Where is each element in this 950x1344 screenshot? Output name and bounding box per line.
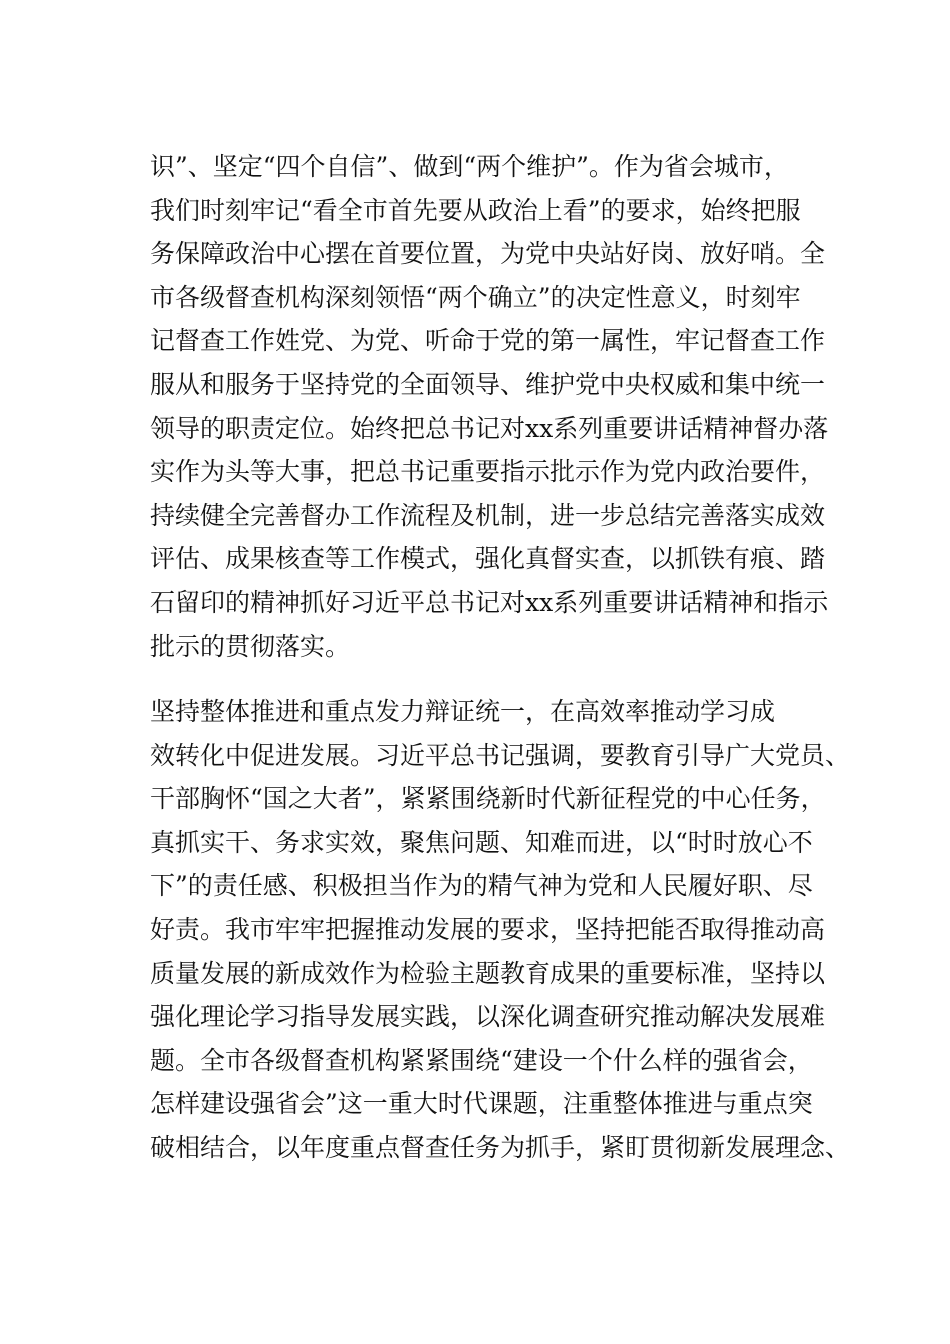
text-line: 下”的责任感、积极担当作为的精气神为党和人民履好职、尽 bbox=[150, 871, 813, 901]
text-line: 坚持整体推进和重点发力辩证统一，在高效率推动学习成 bbox=[150, 697, 776, 726]
text-line: 干部胸怀“国之大者”，紧紧围绕新时代新征程党的中心任务， bbox=[150, 784, 826, 814]
text-line: 题。全市各级督查机构紧紧围绕“建设一个什么样的强省会， bbox=[150, 1045, 813, 1075]
text-line: 石留印的精神抓好习近平总书记对xx系列重要讲话精神和指示 bbox=[150, 587, 829, 617]
text-line: 我们时刻牢记“看全市首先要从政治上看”的要求，始终把服 bbox=[150, 195, 801, 225]
text-line: 评估、成果核查等工作模式，强化真督实查，以抓铁有痕、踏 bbox=[150, 544, 826, 574]
text-line: 务保障政治中心摆在首要位置，为党中央站好岗、放好哨。全 bbox=[150, 239, 826, 269]
text-line: 破相结合，以年度重点督查任务为抓手，紧盯贯彻新发展理念、 bbox=[150, 1132, 851, 1162]
text-line: 强化理论学习指导发展实践，以深化调查研究推动解决发展难 bbox=[150, 1002, 826, 1032]
text-line: 识”、坚定“四个自信”、做到“两个维护”。作为省会城市， bbox=[150, 152, 789, 181]
text-line: 领导的职责定位。始终把总书记对xx系列重要讲话精神督办落 bbox=[150, 413, 829, 443]
text-line: 实作为头等大事，把总书记重要指示批示作为党内政治要件， bbox=[150, 457, 826, 487]
text-line: 记督查工作姓党、为党、听命于党的第一属性，牢记督查工作 bbox=[150, 326, 826, 356]
text-line: 效转化中促进发展。习近平总书记强调，要教育引导广大党员、 bbox=[150, 740, 851, 770]
text-line: 批示的贯彻落实。 bbox=[150, 631, 351, 661]
text-line: 好责。我市牢牢把握推动发展的要求，坚持把能否取得推动高 bbox=[150, 914, 826, 944]
text-line: 持续健全完善督办工作流程及机制，进一步总结完善落实成效 bbox=[150, 500, 826, 530]
paragraph-1 bbox=[150, 145, 840, 668]
text-line: 真抓实干、务求实效，聚焦问题、知难而进，以“时时放心不 bbox=[150, 827, 813, 857]
text-line: 服从和服务于坚持党的全面领导、维护党中央权威和集中统一 bbox=[150, 369, 826, 399]
paragraph-2 bbox=[150, 690, 851, 1170]
text-line: 怎样建设强省会”这一重大时代课题，注重整体推进与重点突 bbox=[150, 1089, 813, 1119]
text-line: 质量发展的新成效作为检验主题教育成果的重要标准，坚持以 bbox=[150, 958, 826, 988]
text-line: 市各级督查机构深刻领悟“两个确立”的决定性意义，时刻牢 bbox=[150, 282, 801, 312]
